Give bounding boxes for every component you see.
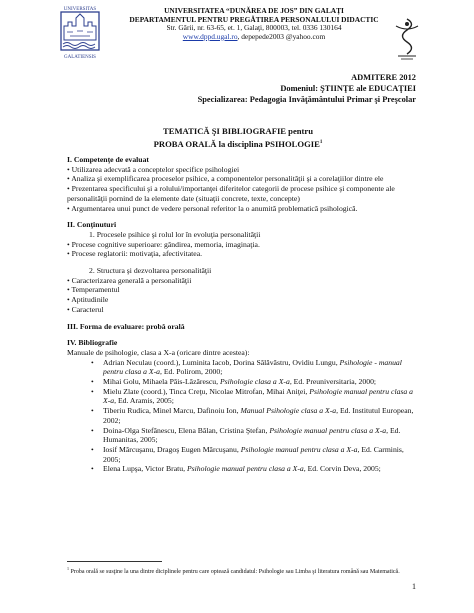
footnote	[67, 565, 417, 576]
crest-text-top: UNIVERSITAS	[63, 7, 97, 12]
footnote-separator	[67, 561, 162, 562]
competence-item: • Analiza şi exemplificarea proceselor psihice, a componentelor personalităţii şi a corelaţiilor dintre ele	[67, 174, 384, 184]
contents-item: • Procese cognitive superioare: gândirea, memoria, imaginaţia.	[67, 239, 260, 249]
entry-authors: Iosif Mărcuşanu, Dragoş Eugen Mărcuşanu,	[103, 444, 241, 454]
entry-authors: Tiberiu Rudica, Minel Marcu, Dafinoiu Ion,	[103, 406, 241, 416]
entry-publisher: , Ed. Corvin Deva, 2005;	[303, 464, 381, 474]
entry-authors: Mihai Golu, Mihaela Păis-Lăzărescu,	[103, 377, 220, 387]
contents-item: • Caracterizarea generală a personalităţii	[67, 275, 192, 285]
entry-publisher: , Ed. Aramis, 2005;	[114, 396, 174, 406]
admission-block	[198, 72, 416, 105]
entry-authors: Adrian Neculau (coord.), Luminita Iacob, Dorina Sălăvăstru, Ovidiu Lungu,	[103, 357, 340, 367]
footnote-ref[interactable]: 1	[319, 140, 323, 145]
bibliography-intro: Manuale de psihologie, clasa a X-a (oricare dintre acestea):	[67, 347, 250, 357]
competence-item: • Utilizarea adecvată a conceptelor specifice psihologiei	[67, 164, 240, 174]
competence-item: • Argumentarea unui punct de vedere personal referitor la o anumită problematică psihologică.	[67, 203, 358, 213]
title-line-1: TEMATICĂ ŞI BIBLIOGRAFIE pentru	[162, 126, 314, 136]
bibliography-entry: • Adrian Neculau (coord.), Luminita Iacob, Dorina Sălăvăstru, Ovidiu Lungu, Psihologie - manual pentru clasa a X-a, Ed. Polirom, 2000;	[91, 357, 402, 377]
contents-item: • Aptitudinile	[67, 295, 109, 305]
contact-line	[118, 33, 390, 42]
title-line-2-text: PROBA ORALĂ la disciplina PSIHOLOGIE	[153, 138, 320, 149]
admission-specialization: Specializarea: Pedagogia Invăţământului Primar şi Preşcolar	[197, 95, 416, 104]
footnote-number: 1	[67, 566, 69, 571]
website-link[interactable]: www.dppd.ugal.ro	[182, 31, 238, 41]
title-line-2	[58, 137, 418, 150]
contents-item: • Procese reglatorii: motivaţia, afectivitatea.	[67, 249, 203, 259]
contents-item: • Temperamentul	[67, 285, 120, 295]
bibliography-entry: • Iosif Mărcuşanu, Dragoş Eugen Mărcuşanu, Psihologie manual pentru clasa a X-a, Ed. Carminis, 2005;	[91, 444, 404, 464]
bibliography-entry: • Mihai Golu, Mihaela Păis-Lăzărescu, Psihologie clasa a X-a, Ed. Preuniversitaria, 2000;	[91, 377, 377, 387]
competence-item: • Prezentarea specificului şi a rolului/importanţei diferitelor categorii de procese psihice şi componente ale personalităţii pornind de la elemente date (situaţii concrete, texte, concepte)	[67, 184, 395, 203]
section-bibliography-heading: IV. Bibliografie	[67, 338, 118, 348]
admission-year: ADMITERE 2012	[351, 73, 416, 82]
email-text: , depepede2003 @yahoo.com	[237, 31, 326, 41]
crest-text-bottom: GALATIENSIS	[64, 55, 96, 60]
bibliography-entry: • Elena Lupşa, Victor Bratu, Psihologie manual pentru clasa a X-a, Ed. Corvin Deva, 2005;	[91, 464, 381, 474]
entry-publisher: , Ed. Humanitas, 2005;	[103, 425, 401, 445]
entry-book: Psihologie manual pentru clasa a X-a	[240, 444, 358, 454]
dppd-emblem-icon	[392, 16, 422, 62]
footnote-text: Proba orală se susţine la una dintre diciplinele pentru care optează candidatul: Psihologie sau Limba şi literatura română sau Matematică.	[69, 569, 400, 575]
entry-authors: Mielu Zlate (coord.), Tinca Creţu, Nicolae Mitrofan, Mihai Aniţei,	[103, 386, 310, 396]
department-name: DEPARTAMENTUL PENTRU PREGĂTIREA PERSONALULUI DIDACTIC	[129, 14, 379, 24]
letterhead	[118, 7, 390, 41]
section-evaluation-heading: III. Forma de evaluare: probă orală	[67, 321, 185, 331]
entry-publisher: , Ed. Carminis, 2005;	[103, 444, 404, 464]
address-line: Str. Gării, nr. 63-65, et. 1, Galaţi, 800003, tel. 0336 130164	[166, 23, 342, 33]
section-competences-heading: I. Competenţe de evaluat	[67, 155, 149, 164]
entry-book: Manual Psihologie clasa a X-a	[240, 406, 337, 416]
section-contents-heading: II. Conţinuturi	[67, 220, 117, 230]
entry-book: Psihologie manual pentru clasa a X-a	[186, 464, 304, 474]
entry-authors: Doina-Olga Stefănescu, Elena Bălan, Cristina Ştefan,	[103, 425, 270, 435]
contents-part-2-title: 2. Structura şi dezvoltarea personalităţii	[89, 266, 212, 276]
contents-part-1-title: 1. Procesele psihice şi rolul lor în evoluţia personalităţii	[89, 229, 261, 239]
entry-book: Psihologie manual pentru clasa a X-a	[269, 425, 387, 435]
entry-book: Psihologie - manual pentru clasa a X-a	[103, 357, 402, 377]
university-crest-icon	[58, 4, 102, 60]
bibliography-entry: • Tiberiu Rudica, Minel Marcu, Dafinoiu Ion, Manual Psihologie clasa a X-a, Ed. Institutul European, 2002;	[91, 406, 414, 425]
admission-domain: Domeniul: ŞTIINŢE ale EDUCAŢIEI	[280, 84, 416, 93]
bibliography-entry: • Doina-Olga Stefănescu, Elena Bălan, Cristina Ştefan, Psihologie manual pentru clasa a X-a, Ed. Humanitas, 2005;	[91, 425, 401, 445]
entry-book: Psihologie manual pentru clasa a X-a	[103, 386, 414, 406]
document-title	[58, 126, 418, 150]
page-number: 1	[412, 582, 416, 591]
university-name: UNIVERSITATEA “DUNĂREA DE JOS” DIN GALAŢI	[164, 6, 344, 15]
entry-publisher: , Ed. Institutul European, 2002;	[103, 406, 414, 425]
contents-item: • Caracterul	[67, 304, 104, 314]
entry-publisher: , Ed. Preuniversitaria, 2000;	[289, 377, 377, 387]
entry-authors: Elena Lupşa, Victor Bratu,	[103, 464, 187, 474]
entry-book: Psihologie clasa a X-a	[219, 377, 290, 387]
document-body	[67, 155, 417, 474]
entry-publisher: , Ed. Polirom, 2000;	[160, 367, 223, 377]
bibliography-entry: • Mielu Zlate (coord.), Tinca Creţu, Nicolae Mitrofan, Mihai Aniţei, Psihologie manual pentru clasa a X-a, Ed. Aramis, 2005;	[91, 386, 414, 406]
